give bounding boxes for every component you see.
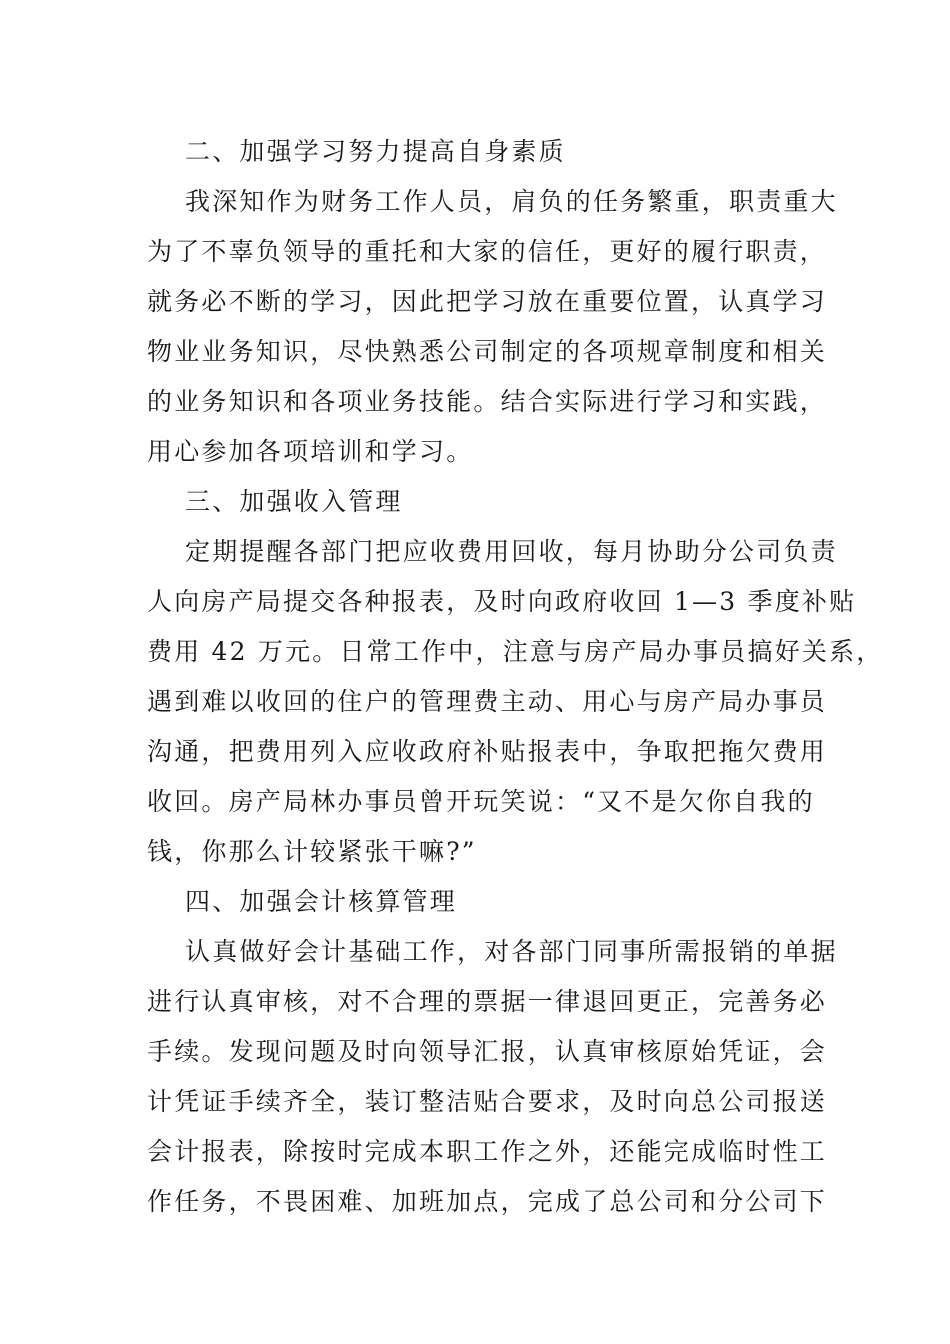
body-line: 人向房产局提交各种报表，及时向政府收回 1—3 季度补贴: [147, 587, 857, 616]
body-line: 钱，你那么计较紧张干嘛?”: [147, 837, 477, 866]
heading-section-3: 三、加强收入管理: [185, 487, 403, 516]
body-line: 的业务知识和各项业务技能。结合实际进行学习和实践，: [147, 387, 828, 416]
heading-section-2: 二、加强学习努力提高自身素质: [185, 137, 566, 166]
body-line: 遇到难以收回的住户的管理费主动、用心与房产局办事员: [147, 687, 828, 716]
body-line: 用心参加各项培训和学习。: [147, 437, 474, 466]
body-line: 认真做好会计基础工作，对各部门同事所需报销的单据: [185, 937, 838, 966]
body-line: 进行认真审核，对不合理的票据一律退回更正，完善务必: [147, 987, 828, 1016]
heading-section-4: 四、加强会计核算管理: [185, 887, 458, 916]
body-line: 会计报表，除按时完成本职工作之外，还能完成临时性工: [147, 1137, 828, 1166]
body-line: 就务必不断的学习，因此把学习放在重要位置，认真学习: [147, 287, 828, 316]
body-line: 收回。房产局林办事员曾开玩笑说：“又不是欠你自我的: [147, 787, 815, 816]
body-line: 我深知作为财务工作人员，肩负的任务繁重，职责重大: [185, 187, 838, 216]
body-line: 费用 42 万元。日常工作中，注意与房产局办事员搞好关系，: [147, 637, 884, 666]
body-line: 手续。发现问题及时向领导汇报，认真审核原始凭证，会: [147, 1037, 828, 1066]
body-line: 定期提醒各部门把应收费用回收，每月协助分公司负责: [185, 537, 838, 566]
body-line: 为了不辜负领导的重托和大家的信任，更好的履行职责，: [147, 237, 828, 266]
body-line: 作任务，不畏困难、加班加点，完成了总公司和分公司下: [147, 1187, 828, 1216]
body-line: 沟通，把费用列入应收政府补贴报表中，争取把拖欠费用: [147, 737, 828, 766]
body-line: 计凭证手续齐全，装订整洁贴合要求，及时向总公司报送: [147, 1087, 828, 1116]
body-line: 物业业务知识，尽快熟悉公司制定的各项规章制度和相关: [147, 337, 828, 366]
